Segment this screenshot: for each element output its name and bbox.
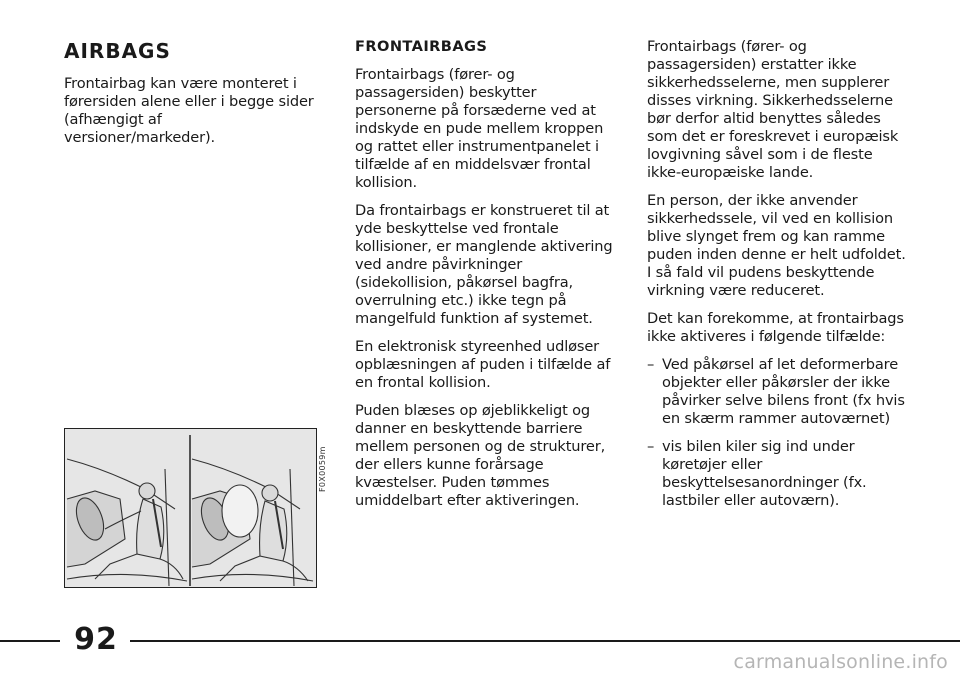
list-item (647, 356, 909, 428)
column-left (64, 38, 314, 157)
intro-paragraph: Frontairbag kan være monteret i førersiden alene eller i begge sider (afhængigt af versioner/markeder). (64, 75, 314, 146)
list-marker: – (647, 438, 655, 455)
footer-rule-left (0, 640, 60, 642)
airbag-illustration (64, 428, 317, 588)
paragraph: En elektronisk styreenhed udløser opblæsningen af puden i tilfælde af en frontal kollision. (355, 338, 611, 391)
page-number: 92 (74, 622, 118, 657)
watermark: carmanualsonline.info (733, 651, 948, 673)
section-subheading: FRONTAIRBAGS (355, 38, 488, 55)
list-item-text: vis bilen kiler sig ind under køretøjer eller beskyttelsesanordninger (fx. lastbiler eller autoværn). (662, 438, 867, 509)
exception-list (647, 356, 909, 510)
list-item-text: Ved påkørsel af let deformerbare objekter eller påkørsler der ikke påvirker selve bilens front (fx hvis en skærm rammer autoværnet) (662, 356, 905, 427)
airbag-illustration-drawing (65, 429, 315, 586)
figure-code: F0X0059m (318, 446, 327, 492)
list-marker: – (647, 356, 655, 373)
paragraph: En person, der ikke anvender sikkerhedssele, vil ved en kollision blive slynget frem og kan ramme puden inden denne er helt udfoldet. I så fald vil pudens beskyttende virkning være reduceret. (647, 192, 906, 299)
paragraph: Puden blæses op øjeblikkeligt og danner en beskyttende barriere mellem personen og de strukturer, der ellers kunne forårsage kvæstelser. Puden tømmes umiddelbart efter aktiveringen. (355, 402, 606, 509)
page-heading: AIRBAGS (64, 39, 171, 63)
column-middle (355, 38, 615, 520)
paragraph: Frontairbags (fører- og passagersiden) beskytter personerne på forsæderne ved at indskyde en pude mellem kroppen og rattet eller instrumentpanelet i tilfælde af en middelsvær frontal kollision. (355, 66, 604, 191)
paragraph: Det kan forekomme, at frontairbags ikke aktiveres i følgende tilfælde: (647, 310, 904, 345)
paragraph: Da frontairbags er konstrueret til at yde beskyttelse ved frontale kollisioner, er manglende aktivering ved andre påvirkninger (sidekollision, påkørsel bagfra, overrulning etc.) ikke tegn på mangelfuld funktion af systemet. (355, 202, 613, 327)
list-item (647, 438, 909, 510)
paragraph: Frontairbags (fører- og passagersiden) erstatter ikke sikkerhedsselerne, men supplerer disses virkning. Sikkerhedsselerne bør derfor altid benyttes således som det er foreskrevet i europæisk lovgivning såvel som i de fleste ikke-europæiske lande. (647, 38, 899, 181)
column-right (647, 38, 909, 520)
footer-rule-right (130, 640, 960, 642)
